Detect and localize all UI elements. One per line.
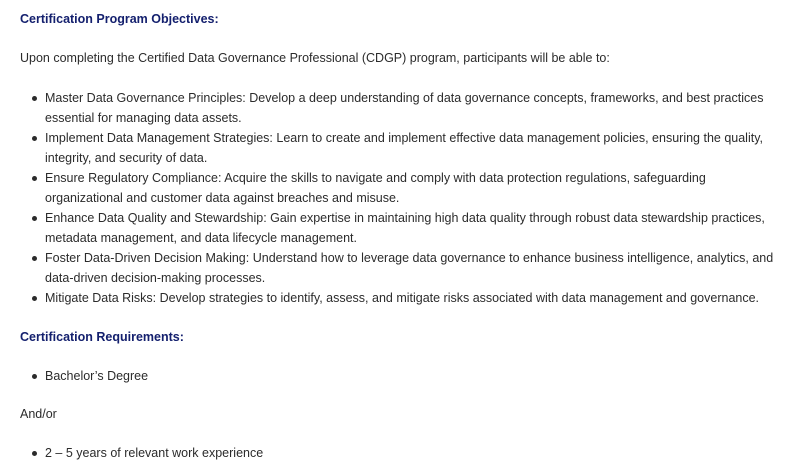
requirements-heading: Certification Requirements:: [20, 330, 184, 344]
objective-text-line2: data-driven decision-making processes.: [45, 271, 266, 285]
objectives-list: [0, 88, 790, 308]
objectives-intro: Upon completing the Certified Data Governance Professional (CDGP) program, participants will be able to:: [20, 51, 610, 65]
objective-text-line2: organizational and customer data against breaches and misuse.: [45, 191, 400, 205]
objective-text-line1: Enhance Data Quality and Stewardship: Gain expertise in maintaining high data quality through robust data stewardship practices,: [45, 211, 765, 225]
objective-item-decision: [0, 248, 790, 288]
requirements-experience-list: [0, 443, 790, 463]
objective-item-compliance: [0, 168, 790, 208]
objective-text-line2: metadata management, and data lifecycle management.: [45, 231, 357, 245]
requirement-item-degree: [0, 366, 790, 386]
objective-text-line1: Master Data Governance Principles: Develop a deep understanding of data governance concepts, frameworks, and best practices: [45, 91, 764, 105]
objective-text-line2: integrity, and security of data.: [45, 151, 208, 165]
requirements-connector: And/or: [20, 407, 57, 421]
objective-item-implement: [0, 128, 790, 168]
requirement-degree-text: Bachelor’s Degree: [45, 369, 149, 383]
objective-text-line1: Foster Data-Driven Decision Making: Understand how to leverage data governance to enhance business intelligence, analytics, and: [45, 251, 774, 265]
objective-text-line1: Ensure Regulatory Compliance: Acquire the skills to navigate and comply with data protection regulations, safeguarding: [45, 171, 706, 185]
objectives-heading: Certification Program Objectives:: [20, 12, 219, 26]
objective-item-quality: [0, 208, 790, 248]
objective-text-line1: Mitigate Data Risks: Develop strategies to identify, assess, and mitigate risks associated with data management and governance.: [45, 291, 760, 305]
requirement-item-experience: [0, 443, 790, 463]
requirements-degree-list: [0, 366, 790, 386]
requirement-experience-text: 2 – 5 years of relevant work experience: [45, 446, 264, 460]
objective-text-line2: essential for managing data assets.: [45, 111, 242, 125]
objective-item-master: [0, 88, 790, 128]
objective-item-risks: [0, 288, 790, 308]
objective-text-line1: Implement Data Management Strategies: Learn to create and implement effective data management policies, ensuring the quality,: [45, 131, 763, 145]
